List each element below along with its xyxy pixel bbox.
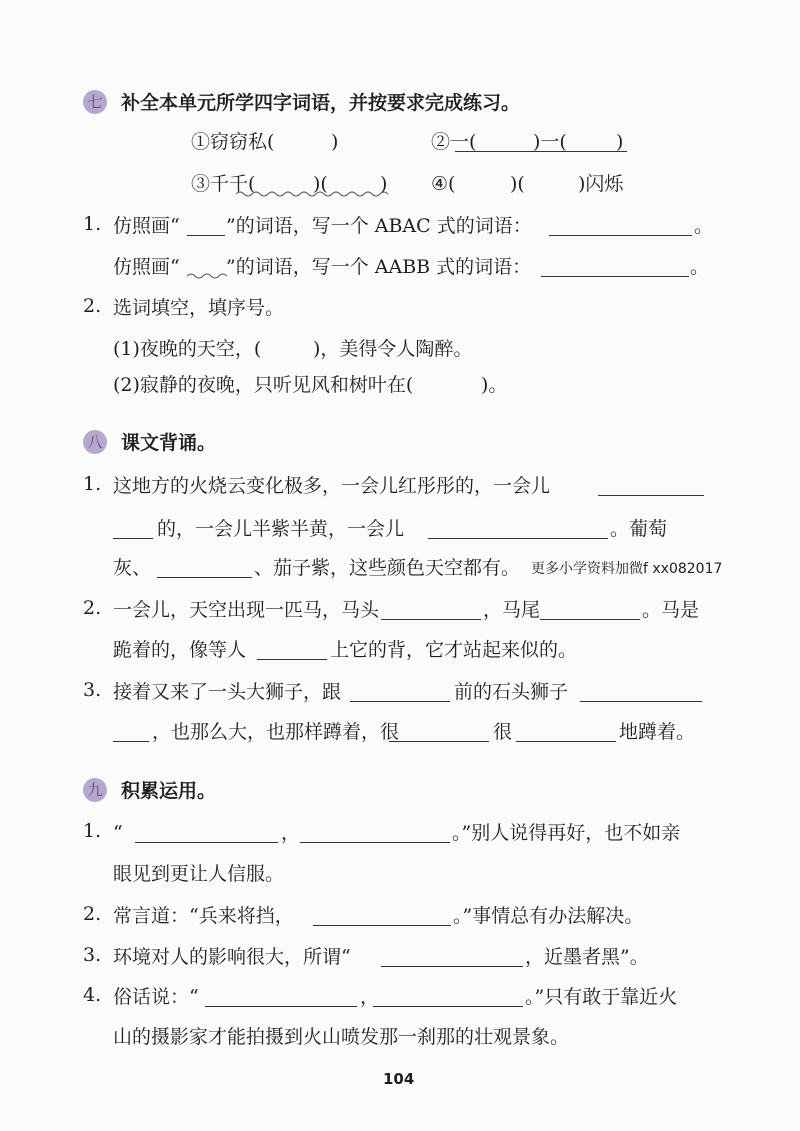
word-4-b: )(: [510, 173, 525, 195]
s8-q1-line2a: 的，一会儿半紫半黄，一会儿: [157, 518, 405, 540]
s8-q3-blank-5[interactable]: [516, 741, 616, 742]
s7-q1a-pre: 仿照画“: [113, 215, 180, 237]
s8-q2-blank-1[interactable]: [381, 619, 481, 620]
word-3-wavy-underline: [236, 190, 388, 198]
s9-q2-blank[interactable]: [313, 925, 451, 926]
s7-q2-1b: )，美得令人陶醉。: [313, 338, 473, 360]
s8-q3-blank-3[interactable]: [113, 741, 149, 742]
s8-q3-blank-2[interactable]: [580, 701, 702, 702]
s7-q1a-answer-blank[interactable]: [549, 235, 692, 236]
s7-q1b-post: ”的词语，写一个 AABB 式的词语：: [226, 256, 532, 278]
s9-q2-a: 常言道：“兵来将挡，: [113, 905, 294, 927]
s9-q2-number: 2.: [83, 903, 102, 925]
s9-q1-line2: 眼见到更让人信服。: [113, 863, 285, 885]
s8-q1-blank-3[interactable]: [428, 538, 608, 539]
s9-q1-number: 1.: [83, 820, 102, 842]
s9-q3-number: 3.: [83, 944, 102, 966]
s7-q2-text: 选词填空，填序号。: [113, 297, 285, 319]
s9-q4-number: 4.: [83, 984, 102, 1006]
watermark-text: 更多小学资料加微f xx082017: [531, 561, 723, 577]
s8-q2-line1c: 。马是: [642, 599, 700, 621]
s8-q2-line1b: ，马尾: [483, 599, 541, 621]
s7-q2-1a: (1)夜晚的天空，(: [113, 338, 262, 360]
s8-q3-blank-1[interactable]: [350, 701, 450, 702]
s8-q2-line2b: 上它的背，它才站起来似的。: [330, 639, 578, 661]
s7-q1b-end: 。: [690, 256, 710, 278]
s8-q3-number: 3.: [83, 679, 102, 701]
s8-q3-blank-4[interactable]: [389, 741, 489, 742]
section-badge-8: 八: [83, 430, 107, 454]
s9-q4-blank-2[interactable]: [373, 1006, 523, 1007]
s7-q1b-answer-blank[interactable]: [541, 276, 689, 277]
s8-q3-line1a: 接着又来了一头大狮子，跟: [113, 681, 342, 703]
s8-q1-line3a: 灰、: [113, 557, 152, 579]
word-3-b: )(: [313, 173, 328, 195]
s9-q4-a: 俗话说：“: [113, 986, 199, 1008]
s8-q3-line2c: 地蹲着。: [619, 721, 696, 743]
word-4-a: ④(: [431, 173, 456, 195]
s9-q4-line2: 山的摄影家才能拍摄到火山喷发那一刹那的壮观景象。: [113, 1026, 570, 1048]
s9-q4-comma: ，: [360, 986, 380, 1008]
word-2-a: ②一(: [431, 131, 477, 153]
word-1-close: ): [331, 131, 339, 153]
s8-q1-blank-1[interactable]: [598, 495, 704, 496]
s8-q1-line2b: 。葡萄: [610, 518, 668, 540]
section-title-7: 补全本单元所学四字词语，并按要求完成练习。: [121, 92, 521, 114]
s7-q1a-end: 。: [694, 215, 714, 237]
section-badge-7: 七: [83, 90, 107, 114]
word-2-c: ): [616, 131, 624, 153]
s8-q2-blank-2[interactable]: [540, 619, 640, 620]
page-number: 104: [383, 1070, 415, 1088]
s7-q2-number: 2.: [83, 295, 102, 317]
s9-q1-open-quote: “: [113, 822, 123, 844]
section-title-9: 积累运用。: [121, 780, 217, 802]
word-3-a: ③千千(: [191, 173, 256, 195]
s8-q2-line1a: 一会儿，天空出现一匹马，马头: [113, 599, 380, 621]
s9-q3-a: 环境对人的影响很大，所谓“: [113, 946, 351, 968]
s7-q2-2b: )。: [481, 374, 508, 396]
s8-q1-blank-4[interactable]: [157, 577, 252, 578]
s7-q1a-sample-line: [187, 235, 225, 236]
s8-q2-number: 2.: [83, 597, 102, 619]
s9-q1-blank-1[interactable]: [135, 842, 278, 843]
s7-q1b-sample-wavy: [187, 272, 227, 280]
word-3-c: ): [380, 173, 388, 195]
word-4-c: )闪烁: [578, 173, 624, 195]
s8-q1-line3b: 、茄子紫，这些颜色天空都有。: [254, 557, 521, 579]
s9-q3-b: ，近墨者黑”。: [525, 946, 649, 968]
section-badge-9: 九: [83, 778, 107, 802]
s9-q1-comma: ，: [281, 822, 301, 844]
s9-q2-b: 。”事情总有办法解决。: [453, 905, 644, 927]
s7-q1-number: 1.: [83, 213, 102, 235]
s9-q4-blank-1[interactable]: [205, 1006, 357, 1007]
s9-q3-blank[interactable]: [381, 966, 523, 967]
s9-q4-c: 。”只有敢于靠近火: [525, 986, 678, 1008]
s8-q1-number: 1.: [83, 473, 102, 495]
s7-q1a-post: ”的词语，写一个 ABAC 式的词语：: [226, 215, 532, 237]
s7-q1b-pre: 仿照画“: [113, 256, 180, 278]
s8-q1-line1: 这地方的火烧云变化极多，一会儿红彤彤的，一会儿: [113, 475, 551, 497]
s8-q3-line1b: 前的石头狮子: [454, 681, 569, 703]
s8-q3-line2b: 很: [493, 721, 513, 743]
s9-q1-line1c: 。”别人说得再好，也不如亲: [452, 822, 681, 844]
s8-q2-line2a: 跪着的，像等人: [113, 639, 247, 661]
word-2-b: )一(: [533, 131, 567, 153]
word-1-open: ①窃窃私(: [191, 131, 275, 153]
s8-q3-line2a: ，也那么大，也那样蹲着，很: [152, 721, 400, 743]
s8-q1-blank-2[interactable]: [113, 538, 153, 539]
s8-q2-blank-3[interactable]: [257, 659, 327, 660]
section-title-8: 课文背诵。: [121, 432, 217, 454]
s7-q2-2a: (2)寂静的夜晚，只听见风和树叶在(: [113, 374, 414, 396]
s9-q1-blank-2[interactable]: [300, 842, 450, 843]
